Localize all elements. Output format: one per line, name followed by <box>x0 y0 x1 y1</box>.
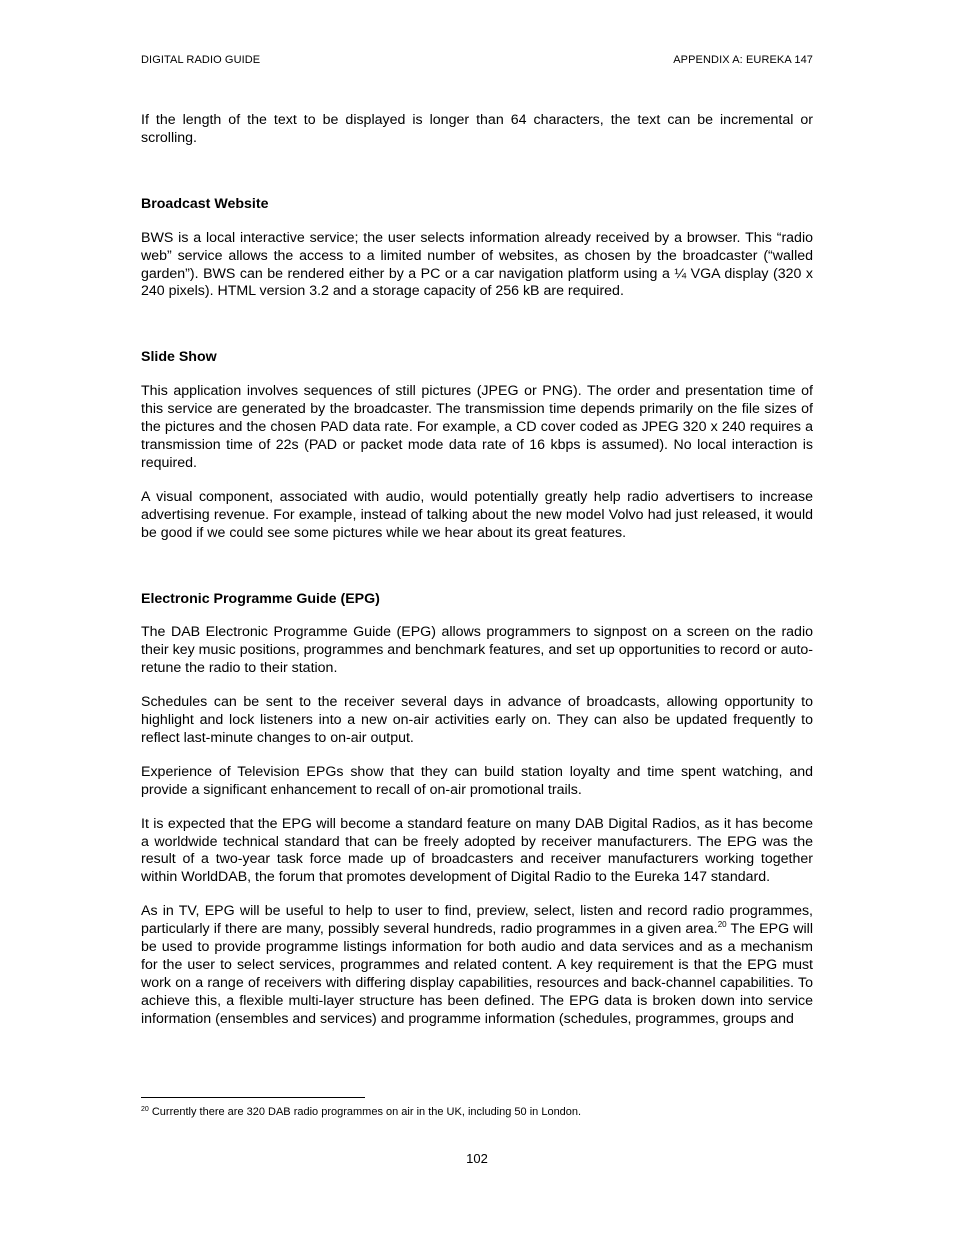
epg-paragraph-5-end: The EPG will be used to provide programme listings information for both audio and data services and as a mechanism for the user to select services, programmes and related content. A key requirement is that the EPG must work on a range of receivers with differing display capabilities, resources and back-channel capabilities. To achieve this, a flexible multi-layer structure has been defined. The EPG data is broken down into service information (ensembles and services) and programme information (schedules, programmes, groups and <box>141 921 813 1027</box>
epg-paragraph-2: Schedules can be sent to the receiver several days in advance of broadcasts, allowing opportunity to highlight and lock listeners into a new on-air activities early on. They can also be updated frequently to reflect last-minute changes to on-air output. <box>141 694 813 746</box>
epg-paragraph-5-start: As in TV, EPG will be useful to help to user to find, preview, select, listen and record radio programmes, particularly if there are many, possibly several hundreds, radio programmes in a given area. <box>141 903 813 938</box>
slideshow-paragraph-1: This application involves sequences of still pictures (JPEG or PNG). The order and presentation time of this service are generated by the broadcaster. The transmission time depends primarily on the file sizes of the pictures and the chosen PAD data rate. For example, a CD cover coded as JPEG 320 x 240 requires a transmission time of 22s (PAD or packet mode data rate of 16 kbps is assumed). No local interaction is required. <box>141 383 813 471</box>
section-heading-slide-show: Slide Show <box>141 349 217 366</box>
running-header-title: DIGITAL RADIO GUIDE <box>141 54 261 66</box>
running-header-section: APPENDIX A: EUREKA 147 <box>673 54 813 66</box>
section-heading-epg: Electronic Programme Guide (EPG) <box>141 590 380 607</box>
footnote-marker: 20 <box>141 1106 149 1113</box>
intro-paragraph: If the length of the text to be displayed is longer than 64 characters, the text can be incremental or scrolling. <box>141 112 813 146</box>
section-heading-broadcast-website: Broadcast Website <box>141 195 269 212</box>
bws-paragraph: BWS is a local interactive service; the user selects information already received by a browser. This “radio web” service allows the access to a limited number of websites, as chosen by the broadcaster (“walled garden”). BWS can be rendered either by a PC or a car navigation platform using a ¼ VGA display (320 x 240 pixels). HTML version 3.2 and a storage capacity of 256 kB are required. <box>141 229 813 300</box>
slideshow-paragraph-2: A visual component, associated with audio, would potentially greatly help radio advertisers to increase advertising revenue. For example, instead of talking about the new model Volvo had just released, it would be good if we could see some pictures while we hear about its great features. <box>141 488 813 541</box>
footnote <box>141 1106 813 1118</box>
footnote-reference: 20 <box>717 920 727 930</box>
footnote-separator <box>141 1097 365 1098</box>
page-header <box>141 54 813 70</box>
epg-paragraph-5 <box>141 903 813 1028</box>
page-number: 102 <box>466 1151 488 1166</box>
footnote-text: Currently there are 320 DAB radio programmes on air in the UK, including 50 in London. <box>148 1106 582 1118</box>
epg-paragraph-1: The DAB Electronic Programme Guide (EPG) allows programmers to signpost on a screen on the radio their key music positions, programmes and benchmark features, and set up opportunities to record or auto-retune the radio to their station. <box>141 624 813 677</box>
page-body <box>141 112 813 1045</box>
epg-paragraph-4: It is expected that the EPG will become a standard feature on many DAB Digital Radios, as it has become a worldwide technical standard that can be freely adopted by receiver manufacturers. The EPG was the result of a two-year task force made up of broadcasters and receiver manufacturers working together within WorldDAB, the forum that promotes development of Digital Radio to the Eureka 147 standard. <box>141 815 813 886</box>
epg-paragraph-3: Experience of Television EPGs show that they can build station loyalty and time spent watching, and provide a significant enhancement to recall of on-air promotional trails. <box>141 763 813 798</box>
